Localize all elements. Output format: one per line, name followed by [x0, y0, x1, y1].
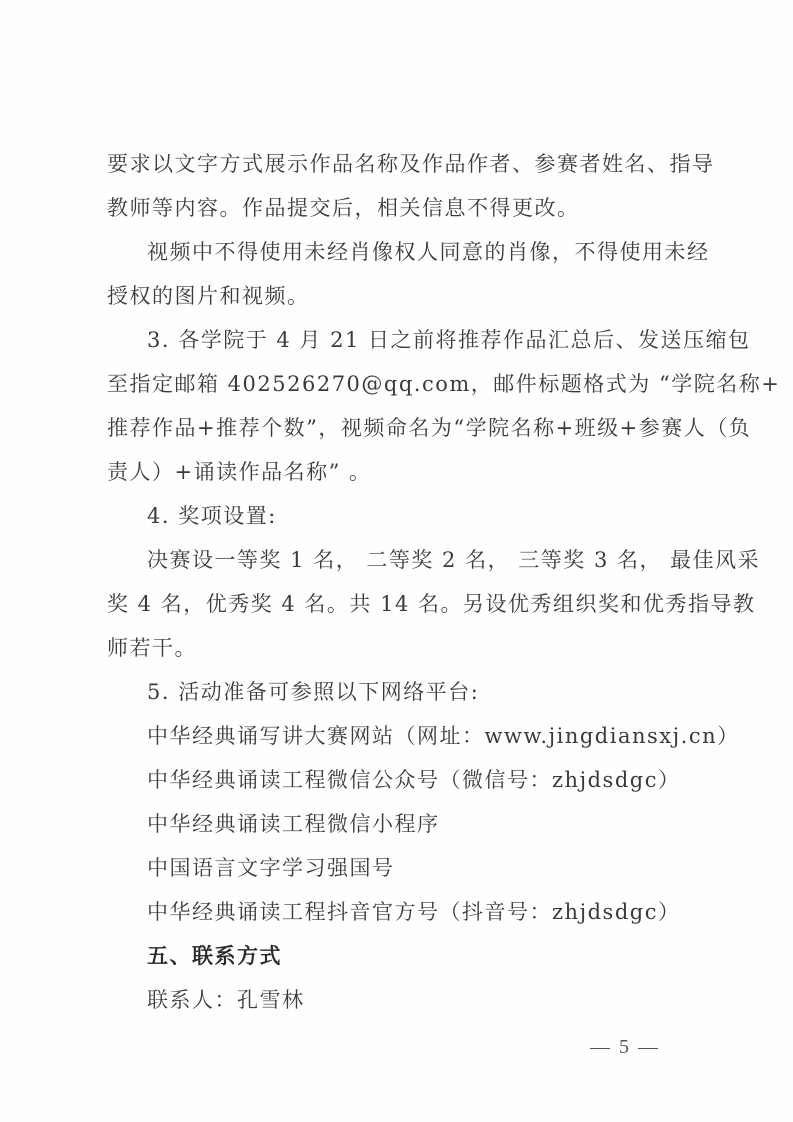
- paragraph-line-with-email: 至指定邮箱 402526270@qq.com，邮件标题格式为 “学院名称+: [107, 372, 781, 396]
- platforms-subheading: 5. 活动准备可参照以下网络平台:: [147, 680, 480, 704]
- contact-person: 联系人：孔雪林: [147, 988, 305, 1012]
- platform-item-douyin: 中华经典诵读工程抖音官方号（抖音号：zhjdsdgc）: [147, 900, 681, 924]
- paragraph-line: 3. 各学院于 4 月 21 日之前将推荐作品汇总后、发送压缩包: [147, 328, 751, 352]
- platform-item-miniprogram: 中华经典诵读工程微信小程序: [147, 812, 440, 836]
- paragraph-line: 决赛设一等奖 1 名， 二等奖 2 名， 三等奖 3 名， 最佳风采: [147, 548, 761, 572]
- paragraph-line: 要求以文字方式展示作品名称及作品作者、参赛者姓名、指导: [107, 152, 715, 176]
- paragraph-line: 推荐作品+推荐个数”，视频命名为“学院名称+班级+参赛人（负: [107, 416, 752, 440]
- platform-item-website: 中华经典诵写讲大赛网站（网址：www.jingdiansxj.cn）: [147, 724, 740, 748]
- document-body: [107, 142, 781, 1022]
- section-heading-contact: 五、联系方式: [147, 944, 282, 968]
- paragraph-line: 教师等内容。作品提交后，相关信息不得更改。: [107, 196, 580, 220]
- paragraph-line: 视频中不得使用未经肖像权人同意的肖像，不得使用未经: [147, 240, 710, 264]
- paragraph-line: 责人）+诵读作品名称” 。: [107, 460, 372, 484]
- platform-item-wechat: 中华经典诵读工程微信公众号（微信号：zhjdsdgc）: [147, 768, 681, 792]
- awards-subheading: 4. 奖项设置:: [147, 504, 277, 528]
- paragraph-line: 奖 4 名，优秀奖 4 名。共 14 名。另设优秀组织奖和优秀指导教: [107, 592, 756, 616]
- platform-item-xuexiqiangguo: 中国语言文字学习强国号: [147, 856, 395, 880]
- paragraph-line: 师若干。: [107, 636, 197, 660]
- paragraph-line: 授权的图片和视频。: [107, 284, 310, 308]
- page-number: — 5 —: [590, 1036, 660, 1058]
